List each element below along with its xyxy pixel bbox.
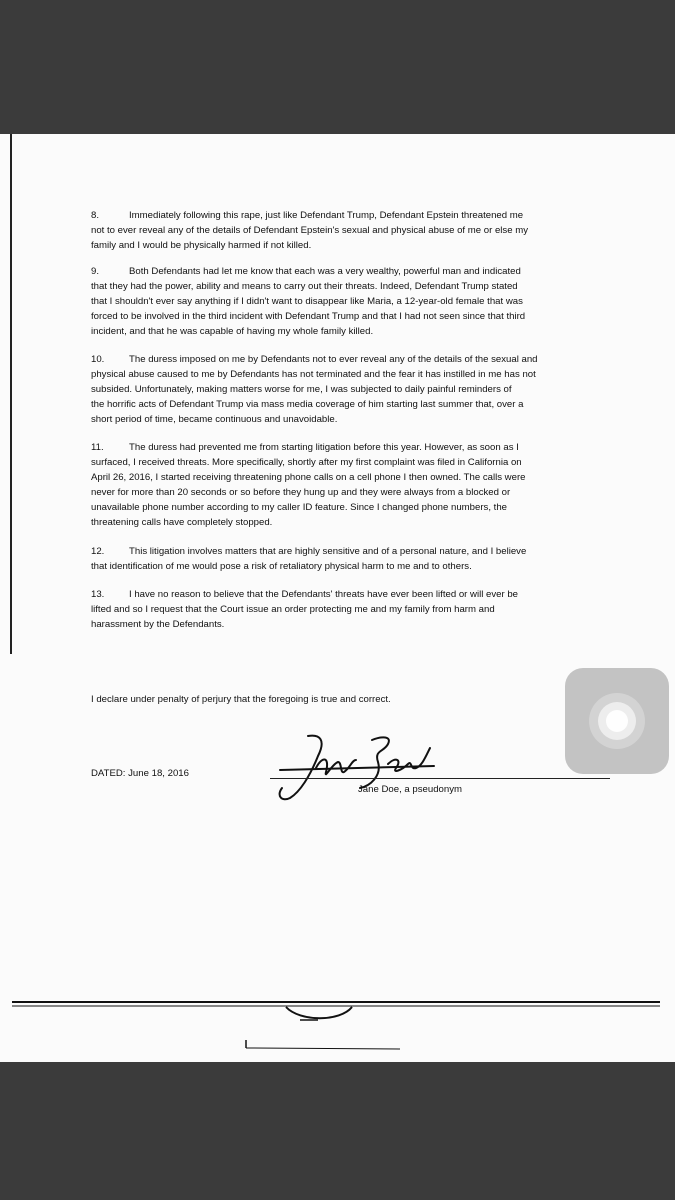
signer-name: Jane Doe, a pseudonym xyxy=(358,784,462,795)
paragraph-number: 12. xyxy=(91,546,105,557)
paragraph-line: the horrific acts of Defendant Trump via mass media coverage of him starting last summer that, over a xyxy=(91,399,524,410)
paragraph-line: incident, and that he was capable of having my whole family killed. xyxy=(91,326,374,337)
paragraph-line: Both Defendants had let me know that each was a very wealthy, powerful man and indicated xyxy=(129,266,521,277)
paragraph-number: 13. xyxy=(91,589,105,600)
paragraph-line: I have no reason to believe that the Defendants' threats have ever been lifted or will ever be xyxy=(129,589,519,600)
paragraph-line: forced to be involved in the third incident with Defendant Trump and that I had not seen since that third xyxy=(91,311,526,322)
assistive-touch-center xyxy=(606,710,628,732)
paragraph-line: family and I would be physically harmed if not killed. xyxy=(91,240,312,251)
dated-line: DATED: June 18, 2016 xyxy=(91,768,189,779)
next-page-edge xyxy=(0,996,675,1062)
paragraph-line: surfaced, I received threats. More specifically, shortly after my first complaint was filed in California on xyxy=(91,457,522,468)
paragraph-line: short period of time, became continuous and unavoidable. xyxy=(91,414,338,425)
paragraph-9 xyxy=(91,264,591,339)
paragraph-number: 11. xyxy=(91,442,104,453)
paragraph-line: not to ever reveal any of the details of Defendant Epstein's sexual and physical abuse of me or else my xyxy=(91,225,528,236)
paragraph-line: lifted and so I request that the Court issue an order protecting me and my family from harm and xyxy=(91,604,495,615)
paragraph-line: subsided. Unfortunately, making matters worse for me, I was subjected to daily painful reminders of xyxy=(91,384,512,395)
paragraph-line: physical abuse caused to me by Defendants has not terminated and the fear it has instilled in me has not xyxy=(91,369,536,380)
paragraph-13 xyxy=(91,587,591,632)
paragraph-10 xyxy=(91,352,591,427)
paragraph-line: that I shouldn't ever say anything if I didn't want to disappear like Maria, a 12-year-old female that was xyxy=(91,296,523,307)
signature-line xyxy=(270,778,610,779)
paragraph-line: unavailable phone number according to my caller ID feature. Since I changed phone numbers, the xyxy=(91,502,507,513)
document-page xyxy=(0,134,675,1062)
paragraph-line: threatening calls have completely stopped. xyxy=(91,517,273,528)
paragraph-11 xyxy=(91,440,591,530)
declaration-statement: I declare under penalty of perjury that the foregoing is true and correct. xyxy=(91,694,391,705)
bottom-dark-bar xyxy=(0,1062,675,1200)
paragraph-line: that identification of me would pose a risk of retaliatory physical harm to me and to others. xyxy=(91,561,472,572)
top-dark-bar xyxy=(0,0,675,134)
paragraph-line: This litigation involves matters that are highly sensitive and of a personal nature, and I believe xyxy=(129,546,527,557)
paragraph-line: that they had the power, ability and means to carry out their threats. Indeed, Defendant Trump stated xyxy=(91,281,518,292)
paragraph-12 xyxy=(91,544,591,574)
paragraph-number: 9. xyxy=(91,266,100,277)
assistive-touch-button[interactable] xyxy=(565,668,669,774)
paragraph-line: Immediately following this rape, just like Defendant Trump, Defendant Epstein threatened me xyxy=(129,210,524,221)
page-left-edge xyxy=(10,134,12,654)
paragraph-line: The duress imposed on me by Defendants not to ever reveal any of the details of the sexual and xyxy=(129,354,538,365)
paragraph-line: never for more than 20 seconds or so before they hung up and they were always from a blocked or xyxy=(91,487,511,498)
paragraph-number: 10. xyxy=(91,354,105,365)
paragraph-number: 8. xyxy=(91,210,100,221)
paragraph-line: The duress had prevented me from starting litigation before this year. However, as soon as I xyxy=(129,442,519,453)
paragraph-line: harassment by the Defendants. xyxy=(91,619,225,630)
paragraph-line: April 26, 2016, I started receiving threatening phone calls on a cell phone I then owned. The calls were xyxy=(91,472,526,483)
paragraph-8 xyxy=(91,208,591,253)
